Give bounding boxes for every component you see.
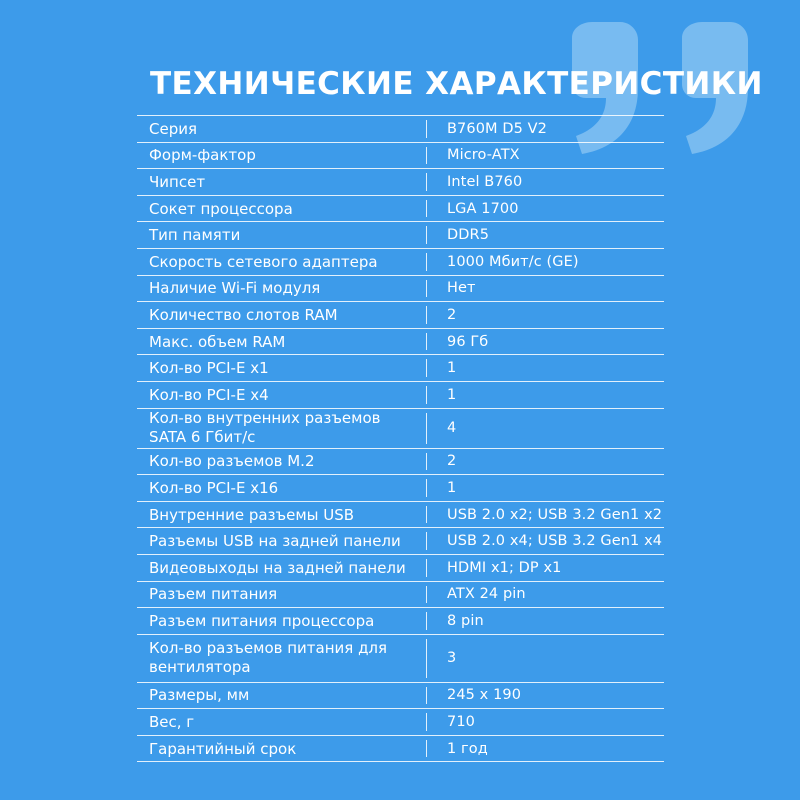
column-divider bbox=[426, 687, 427, 705]
spec-label: Количество слотов RAM bbox=[149, 305, 338, 324]
spec-value: 710 bbox=[447, 714, 475, 731]
column-divider bbox=[426, 532, 427, 550]
column-divider bbox=[426, 333, 427, 351]
spec-label: Кол-во разъемов питания для вентилятора bbox=[149, 639, 388, 677]
spec-row-max-ram bbox=[137, 329, 664, 356]
spec-row-warranty bbox=[137, 736, 664, 763]
spec-label: Кол-во внутренних разъемов SATA 6 Гбит/с bbox=[149, 409, 381, 447]
spec-value: HDMI x1; DP x1 bbox=[447, 559, 562, 576]
spec-row-network-speed bbox=[137, 249, 664, 276]
spec-value: USB 2.0 x2; USB 3.2 Gen1 x2 bbox=[447, 506, 663, 523]
spec-row-power-connector bbox=[137, 582, 664, 609]
spec-value: 2 bbox=[447, 306, 457, 323]
column-divider bbox=[426, 226, 427, 244]
column-divider bbox=[426, 413, 427, 444]
column-divider bbox=[426, 639, 427, 678]
spec-row-pcie-x16 bbox=[137, 475, 664, 502]
spec-row-memory-type bbox=[137, 222, 664, 249]
spec-label: Кол-во разъемов M.2 bbox=[149, 452, 315, 471]
spec-value: Нет bbox=[447, 280, 476, 297]
spec-value: ATX 24 pin bbox=[447, 586, 526, 603]
spec-label: Видеовыходы на задней панели bbox=[149, 558, 406, 577]
spec-label: Кол-во PCI-E x4 bbox=[149, 385, 269, 404]
column-divider bbox=[426, 173, 427, 191]
column-divider bbox=[426, 586, 427, 604]
spec-row-rear-usb bbox=[137, 528, 664, 555]
column-divider bbox=[426, 200, 427, 218]
spec-label: Гарантийный срок bbox=[149, 739, 297, 758]
spec-label: Серия bbox=[149, 119, 197, 138]
spec-label: Разъемы USB на задней панели bbox=[149, 532, 401, 551]
spec-value: 3 bbox=[447, 650, 457, 667]
spec-row-weight bbox=[137, 709, 664, 736]
spec-row-form-factor bbox=[137, 143, 664, 170]
column-divider bbox=[426, 306, 427, 324]
column-divider bbox=[426, 253, 427, 271]
spec-label: Кол-во PCI-E x1 bbox=[149, 359, 269, 378]
column-divider bbox=[426, 147, 427, 165]
spec-value: 1 год bbox=[447, 740, 488, 757]
spec-label: Тип памяти bbox=[149, 226, 241, 245]
spec-value: 4 bbox=[447, 420, 457, 437]
spec-row-sata bbox=[137, 409, 664, 449]
spec-value: Micro-ATX bbox=[447, 147, 520, 164]
column-divider bbox=[426, 612, 427, 630]
spec-value: 1000 Мбит/с (GE) bbox=[447, 253, 579, 270]
column-divider bbox=[426, 280, 427, 298]
spec-table bbox=[137, 115, 664, 762]
spec-value: USB 2.0 x4; USB 3.2 Gen1 x4 bbox=[447, 533, 663, 550]
column-divider bbox=[426, 479, 427, 497]
spec-row-fan-headers bbox=[137, 635, 664, 683]
spec-value: 8 pin bbox=[447, 612, 484, 629]
spec-label: Наличие Wi-Fi модуля bbox=[149, 279, 321, 298]
spec-row-socket bbox=[137, 196, 664, 223]
spec-row-m2 bbox=[137, 449, 664, 476]
spec-label: Форм-фактор bbox=[149, 146, 256, 165]
column-divider bbox=[426, 740, 427, 758]
column-divider bbox=[426, 359, 427, 377]
spec-label: Чипсет bbox=[149, 172, 206, 191]
spec-row-chipset bbox=[137, 169, 664, 196]
column-divider bbox=[426, 453, 427, 471]
spec-label: Внутренние разъемы USB bbox=[149, 505, 355, 524]
spec-value: B760M D5 V2 bbox=[447, 120, 547, 137]
page-title: ТЕХНИЧЕСКИЕ ХАРАКТЕРИСТИКИ bbox=[150, 66, 763, 102]
spec-value: 2 bbox=[447, 453, 457, 470]
spec-label: Вес, г bbox=[149, 713, 195, 732]
spec-label: Размеры, мм bbox=[149, 686, 250, 705]
spec-label: Сокет процессора bbox=[149, 199, 293, 218]
spec-label: Разъем питания bbox=[149, 585, 278, 604]
spec-value: 96 Гб bbox=[447, 333, 489, 350]
column-divider bbox=[426, 713, 427, 731]
spec-row-pcie-x1 bbox=[137, 355, 664, 382]
spec-row-pcie-x4 bbox=[137, 382, 664, 409]
spec-row-video-outputs bbox=[137, 555, 664, 582]
spec-label: Скорость сетевого адаптера bbox=[149, 252, 378, 271]
spec-row-ram-slots bbox=[137, 302, 664, 329]
spec-value: 1 bbox=[447, 360, 457, 377]
spec-value: 1 bbox=[447, 386, 457, 403]
column-divider bbox=[426, 559, 427, 577]
spec-label: Разъем питания процессора bbox=[149, 611, 375, 630]
spec-value: 1 bbox=[447, 479, 457, 496]
spec-row-internal-usb bbox=[137, 502, 664, 529]
spec-row-series bbox=[137, 116, 664, 143]
column-divider bbox=[426, 120, 427, 138]
spec-label: Макс. объем RAM bbox=[149, 332, 286, 351]
spec-label: Кол-во PCI-E x16 bbox=[149, 478, 279, 497]
column-divider bbox=[426, 506, 427, 524]
spec-value: 245 x 190 bbox=[447, 687, 522, 704]
spec-value: LGA 1700 bbox=[447, 200, 519, 217]
spec-value: DDR5 bbox=[447, 227, 490, 244]
column-divider bbox=[426, 386, 427, 404]
spec-row-dimensions bbox=[137, 683, 664, 710]
spec-value: Intel B760 bbox=[447, 173, 523, 190]
spec-row-cpu-power bbox=[137, 608, 664, 635]
spec-row-wifi bbox=[137, 276, 664, 303]
